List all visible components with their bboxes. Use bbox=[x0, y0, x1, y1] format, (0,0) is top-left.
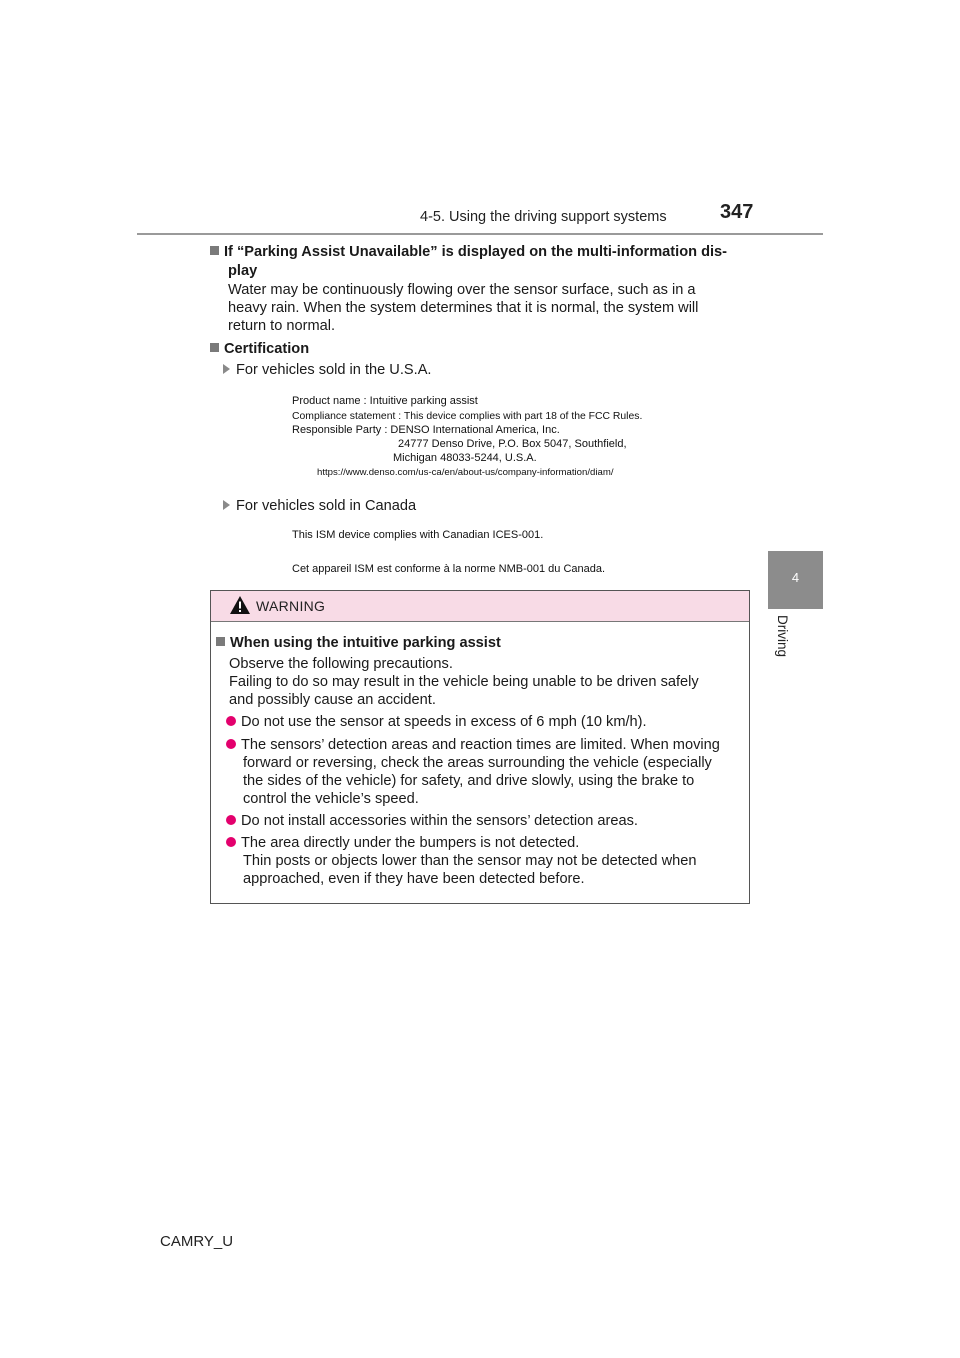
section-heading-parking-unavailable bbox=[210, 243, 750, 261]
chapter-tab-number: 4 bbox=[791, 570, 800, 585]
bullet-dot-icon bbox=[226, 837, 236, 847]
canada-label: For vehicles sold in Canada bbox=[236, 498, 417, 514]
heading-text: If “Parking Assist Unavailable” is displayed on the multi-information dis- bbox=[224, 244, 728, 260]
section-heading-certification bbox=[210, 340, 309, 358]
warning-header bbox=[211, 591, 749, 622]
square-bullet-icon bbox=[216, 637, 225, 646]
footer-model-code: CAMRY_U bbox=[160, 1233, 234, 1250]
chapter-tab-label bbox=[772, 615, 812, 675]
bullet-text-cont: Thin posts or objects lower than the sensor may not be detected when bbox=[243, 853, 697, 869]
cert-line: This ISM device complies with Canadian ICES-001. bbox=[292, 529, 544, 541]
warning-bullet bbox=[226, 736, 720, 754]
bullet-dot-icon bbox=[226, 716, 236, 726]
canada-subheading bbox=[223, 497, 416, 515]
bullet-text-cont: control the vehicle’s speed. bbox=[243, 791, 419, 807]
heading-text: Certification bbox=[224, 341, 310, 357]
paragraph-line: Water may be continuously flowing over the sensor surface, such as in a bbox=[228, 282, 696, 298]
warning-text-line: Observe the following precautions. bbox=[229, 656, 453, 672]
bullet-text: Do not install accessories within the sensors’ detection areas. bbox=[241, 813, 638, 829]
warning-title: WARNING bbox=[256, 598, 326, 614]
warning-heading bbox=[216, 634, 501, 652]
warning-text-line: and possibly cause an accident. bbox=[229, 692, 436, 708]
cert-line: Compliance statement : This device complies with part 18 of the FCC Rules. bbox=[292, 411, 643, 422]
warning-box bbox=[210, 590, 750, 904]
warning-heading-text: When using the intuitive parking assist bbox=[230, 635, 501, 651]
paragraph-line: heavy rain. When the system determines that it is normal, the system will bbox=[228, 300, 699, 316]
cert-line: Cet appareil ISM est conforme à la norme NMB-001 du Canada. bbox=[292, 563, 606, 575]
bullet-text-cont: approached, even if they have been detected before. bbox=[243, 871, 585, 887]
bullet-text: Do not use the sensor at speeds in excess of 6 mph (10 km/h). bbox=[241, 714, 647, 730]
bullet-text: The sensors’ detection areas and reaction times are limited. When moving bbox=[241, 737, 720, 753]
usa-label: For vehicles sold in the U.S.A. bbox=[236, 362, 432, 378]
warning-text-line: Failing to do so may result in the vehicle being unable to be driven safely bbox=[229, 674, 699, 690]
warning-bullet bbox=[226, 713, 647, 731]
square-bullet-icon bbox=[210, 343, 219, 352]
bullet-text-cont: the sides of the vehicle) for safety, and drive slowly, using the brake to bbox=[243, 773, 695, 789]
triangle-bullet-icon bbox=[223, 364, 230, 374]
usa-subheading bbox=[223, 361, 431, 379]
bullet-text-cont: forward or reversing, check the areas surrounding the vehicle (especially bbox=[243, 755, 712, 771]
chapter-tab-label-text: Driving bbox=[775, 615, 790, 658]
bullet-text: The area directly under the bumpers is not detected. bbox=[241, 835, 580, 851]
warning-triangle-icon bbox=[229, 595, 251, 615]
header-section-title: 4-5. Using the driving support systems bbox=[420, 209, 667, 225]
page-number: 347 bbox=[720, 201, 754, 223]
cert-line: Responsible Party : DENSO International America, Inc. bbox=[292, 424, 560, 436]
header-divider bbox=[137, 233, 823, 235]
warning-bullet bbox=[226, 812, 638, 830]
paragraph-line: return to normal. bbox=[228, 318, 336, 334]
warning-bullet bbox=[226, 834, 579, 852]
square-bullet-icon bbox=[210, 246, 219, 255]
triangle-bullet-icon bbox=[223, 500, 230, 510]
cert-line: 24777 Denso Drive, P.O. Box 5047, Southfield, bbox=[398, 438, 627, 450]
bullet-dot-icon bbox=[226, 739, 236, 749]
cert-line: Michigan 48033-5244, U.S.A. bbox=[393, 452, 537, 464]
cert-line: https://www.denso.com/us-ca/en/about-us/company-information/diam/ bbox=[317, 467, 614, 478]
cert-line: Product name : Intuitive parking assist bbox=[292, 395, 478, 407]
bullet-dot-icon bbox=[226, 815, 236, 825]
section-heading-cont: play bbox=[228, 263, 258, 279]
